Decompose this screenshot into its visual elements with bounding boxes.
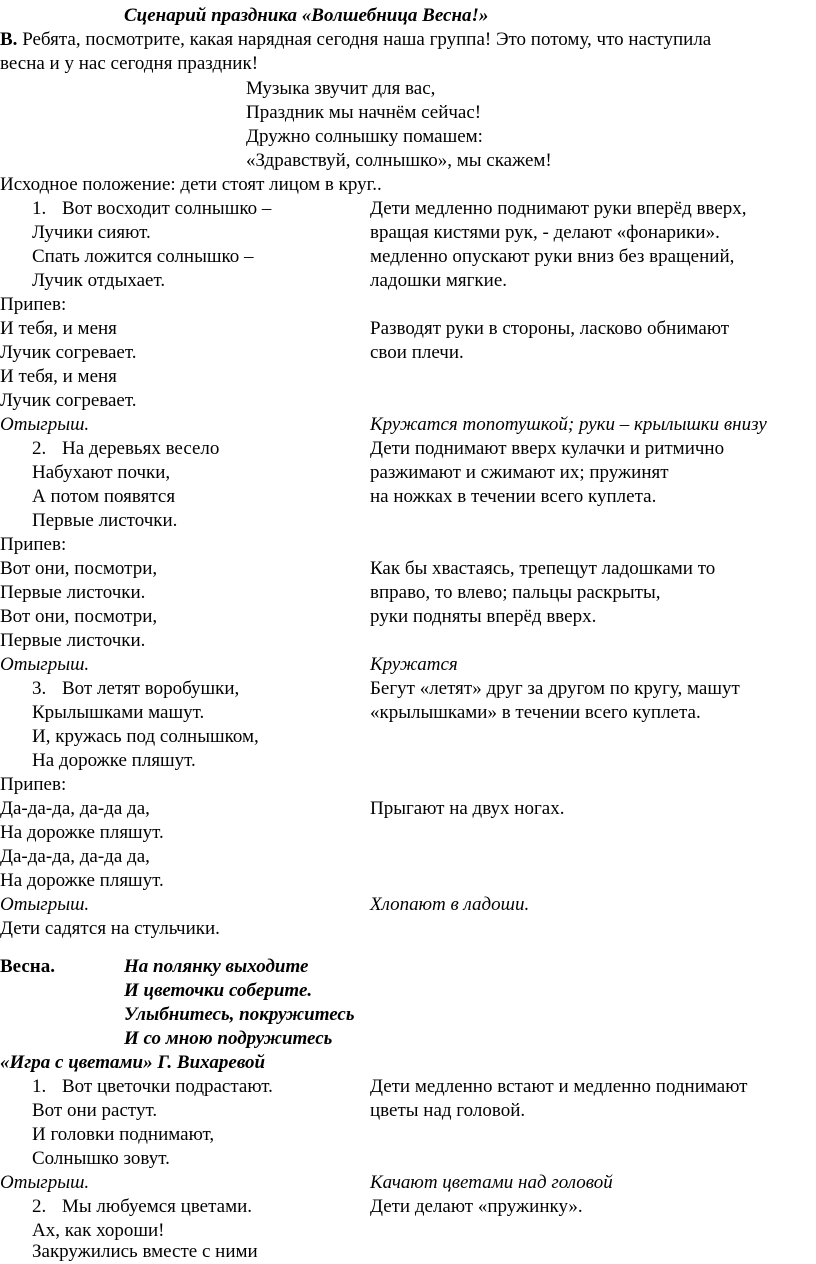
sit-down-line: Дети садятся на стульчики.	[0, 918, 220, 939]
verse-3-line: И, кружась под солнышком,	[32, 726, 259, 747]
chorus-line: На дорожке пляшут.	[0, 822, 164, 843]
game-verse-2-line	[32, 1195, 252, 1219]
chorus-line: Первые листочки.	[0, 582, 146, 603]
interlude-label: Отыгрыш.	[0, 894, 90, 915]
action-line: вращая кистями рук, - делают «фонарики».	[370, 222, 720, 243]
action-line: Бегут «летят» друг за другом по кругу, машут	[370, 678, 740, 699]
verse-text: Мы любуемся цветами.	[62, 1196, 253, 1217]
verse-number: 2.	[32, 1196, 47, 1217]
game-title: «Игра с цветами» Г. Вихаревой	[0, 1052, 266, 1073]
chorus-line: Лучик согревает.	[0, 390, 137, 411]
poem-line: Музыка звучит для вас,	[246, 78, 436, 99]
action-line: цветы над головой.	[370, 1100, 526, 1121]
verse-1-line	[32, 197, 271, 221]
document-title: Сценарий праздника «Волшебница Весна!»	[124, 5, 489, 26]
spring-line: На полянку выходите	[124, 956, 309, 977]
action-line: медленно опускают руки вниз без вращений,	[370, 246, 735, 267]
action-line: ладошки мягкие.	[370, 270, 507, 291]
action-line: свои плечи.	[370, 342, 464, 363]
verse-1-line: Спать ложится солнышко –	[32, 246, 254, 267]
interlude-action: Качают цветами над головой	[370, 1172, 613, 1193]
verse-1-line: Лучик отдыхает.	[32, 270, 166, 291]
spring-line: И цветочки соберите.	[124, 980, 313, 1001]
verse-number: 1.	[32, 198, 47, 219]
intro-text-1: Ребята, посмотрите, какая нарядная сегодня наша группа! Это потому, что наступила	[17, 29, 712, 50]
verse-2-line: А потом появятся	[32, 486, 176, 507]
verse-text: На деревьях весело	[62, 438, 220, 459]
verse-3-line: На дорожке пляшут.	[32, 750, 196, 771]
interlude-action: Хлопают в ладоши.	[370, 894, 530, 915]
action-line: Разводят руки в стороны, ласково обнимают	[370, 318, 730, 339]
poem-line: «Здравствуй, солнышко», мы скажем!	[246, 150, 552, 171]
verse-2-line	[32, 437, 219, 461]
verse-number: 3.	[32, 678, 47, 699]
poem-line: Праздник мы начнём сейчас!	[246, 102, 482, 123]
verse-2-line: Первые листочки.	[32, 510, 178, 531]
action-line: Дети делают «пружинку».	[370, 1196, 583, 1217]
intro-line-2: весна и у нас сегодня праздник!	[0, 53, 259, 74]
action-line: Прыгают на двух ногах.	[370, 798, 565, 819]
verse-3-line	[32, 677, 239, 701]
action-line: вправо, то влево; пальцы раскрыты,	[370, 582, 661, 603]
chorus-line: Да-да-да, да-да да,	[0, 798, 150, 819]
action-line: разжимают и сжимают их; пружинят	[370, 462, 669, 483]
game-verse-2-line: Ах, как хороши!	[32, 1220, 165, 1241]
action-line: Дети поднимают вверх кулачки и ритмично	[370, 438, 725, 459]
start-position: Исходное положение: дети стоят лицом в круг..	[0, 174, 382, 195]
chorus-line: На дорожке пляшут.	[0, 870, 164, 891]
interlude-label: Отыгрыш.	[0, 414, 90, 435]
action-line: Дети медленно встают и медленно поднимают	[370, 1076, 748, 1097]
chorus-label: Припев:	[0, 774, 67, 795]
chorus-line: Лучик согревает.	[0, 342, 137, 363]
spring-line: И со мною подружитесь	[124, 1028, 333, 1049]
action-line: Дети медленно поднимают руки вперёд вверх,	[370, 198, 747, 219]
chorus-label: Припев:	[0, 294, 67, 315]
verse-number: 1.	[32, 1076, 47, 1097]
spring-speaker: Весна.	[0, 956, 55, 977]
spring-line: Улыбнитесь, покружитесь	[124, 1004, 355, 1025]
chorus-line: Вот они, посмотри,	[0, 606, 158, 627]
game-verse-2-line: Закружились вместе с ними	[32, 1241, 258, 1262]
action-line: на ножках в течении всего куплета.	[370, 486, 657, 507]
chorus-line: Да-да-да, да-да да,	[0, 846, 150, 867]
interlude-action: Кружатся	[370, 654, 458, 675]
game-verse-1-line: И головки поднимают,	[32, 1124, 215, 1145]
chorus-line: Вот они, посмотри,	[0, 558, 158, 579]
verse-1-line: Лучики сияют.	[32, 222, 151, 243]
speaker-label: В.	[0, 29, 18, 50]
verse-2-line: Набухают почки,	[32, 462, 171, 483]
chorus-line: Первые листочки.	[0, 630, 146, 651]
verse-number: 2.	[32, 438, 47, 459]
chorus-label: Припев:	[0, 534, 67, 555]
action-line: руки подняты вперёд вверх.	[370, 606, 597, 627]
game-verse-1-line: Солнышко зовут.	[32, 1148, 170, 1169]
interlude-action: Кружатся топотушкой; руки – крылышки внизу	[370, 414, 767, 435]
interlude-label: Отыгрыш.	[0, 654, 90, 675]
intro-line-1	[0, 28, 711, 52]
verse-3-line: Крылышками машут.	[32, 702, 205, 723]
game-verse-1-line	[32, 1075, 273, 1099]
action-line: «крылышками» в течении всего куплета.	[370, 702, 701, 723]
action-line: Как бы хвастаясь, трепещут ладошками то	[370, 558, 716, 579]
verse-text: Вот летят воробушки,	[62, 678, 240, 699]
chorus-line: И тебя, и меня	[0, 318, 117, 339]
poem-line: Дружно солнышку помашем:	[246, 126, 483, 147]
chorus-line: И тебя, и меня	[0, 366, 117, 387]
verse-text: Вот цветочки подрастают.	[62, 1076, 273, 1097]
game-verse-1-line: Вот они растут.	[32, 1100, 158, 1121]
verse-text: Вот восходит солнышко –	[62, 198, 272, 219]
interlude-label: Отыгрыш.	[0, 1172, 90, 1193]
